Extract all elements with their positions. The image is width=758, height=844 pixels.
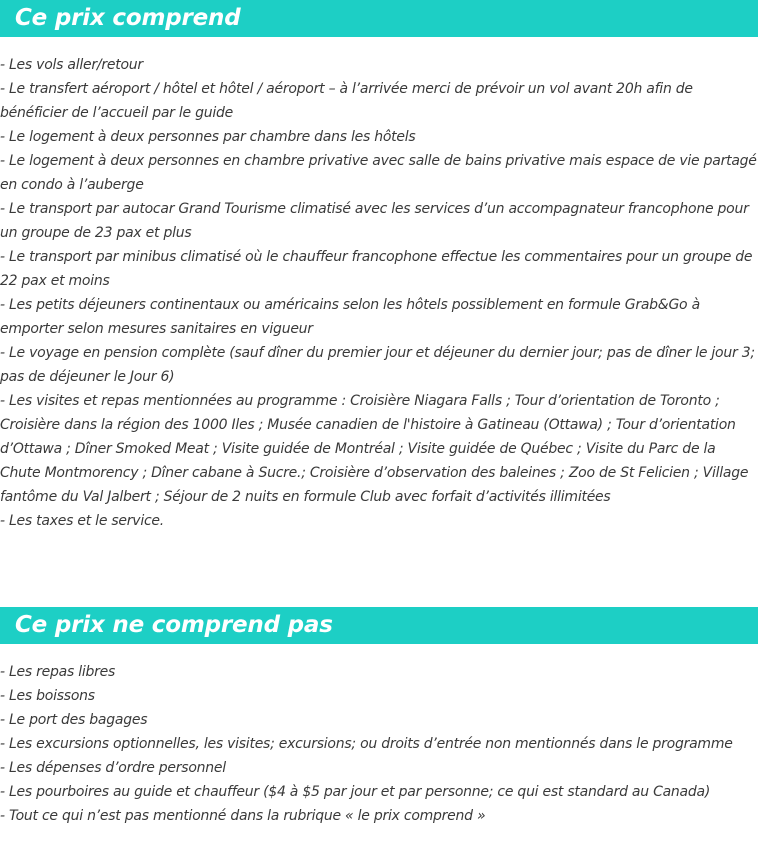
list-item: - Le port des bagages: [0, 712, 148, 728]
list-item: - Le transport par autocar Grand Tourisme climatisé avec les services d’un accompagnateur francophone pour un groupe de 23 pax et plus: [0, 201, 749, 241]
list-item: - Les pourboires au guide et chauffeur ($4 à $5 par jour et par personne; ce qui est standard au Canada): [0, 784, 711, 800]
list-item: - Le transport par minibus climatisé où le chauffeur francophone effectue les commentaires pour un groupe de 22 pax et moins: [0, 249, 753, 289]
list-item: - Le logement à deux personnes par chambre dans les hôtels: [0, 129, 416, 145]
not-included-section-header: [0, 607, 758, 644]
list-item: - Les vols aller/retour: [0, 57, 143, 73]
list-item: - Tout ce qui n’est pas mentionné dans la rubrique « le prix comprend »: [0, 808, 486, 824]
included-section-header: [0, 0, 758, 37]
list-item: - Les boissons: [0, 688, 95, 704]
list-item: - Le voyage en pension complète (sauf dîner du premier jour et déjeuner du dernier jour; pas de dîner le jour 3; pas de déjeuner le Jour 6): [0, 345, 755, 385]
included-section-title: Ce prix comprend: [15, 5, 241, 31]
list-item: - Les repas libres: [0, 664, 116, 680]
not-included-section-title: Ce prix ne comprend pas: [15, 612, 333, 638]
list-item: - Le logement à deux personnes en chambre privative avec salle de bains privative mais espace de vie partagé en condo à l’auberge: [0, 153, 757, 193]
list-item: - Les visites et repas mentionnées au programme : Croisière Niagara Falls ; Tour d’orientation de Toronto ; Croisière dans la région des 1000 Iles ; Musée canadien de l'histoire à Gatineau (Ottawa) ; Tour d’orientation d’Ottawa ; Dîner Smoked Meat ; Visite guidée de Montréal ; Visite guidée de Québec ; Visite du Parc de la Chute Montmorency ; Dîner cabane à Sucre.; Croisière d’observation des baleines ; Zoo de St Felicien ; Village fantôme du Val Jalbert ; Séjour de 2 nuits en formule Club avec forfait d’activités illimitées: [0, 393, 749, 505]
list-item: - Les petits déjeuners continentaux ou américains selon les hôtels possiblement en formule Grab&Go à emporter selon mesures sanitaires en vigueur: [0, 297, 700, 337]
list-item: - Les taxes et le service.: [0, 513, 164, 529]
included-list: [0, 53, 758, 533]
list-item: - Les dépenses d’ordre personnel: [0, 760, 226, 776]
list-item: - Le transfert aéroport / hôtel et hôtel / aéroport – à l’arrivée merci de prévoir un vol avant 20h afin de bénéficier de l’accueil par le guide: [0, 81, 693, 121]
list-item: - Les excursions optionnelles, les visites; excursions; ou droits d’entrée non mentionnés dans le programme: [0, 736, 733, 752]
not-included-list: [0, 660, 758, 828]
